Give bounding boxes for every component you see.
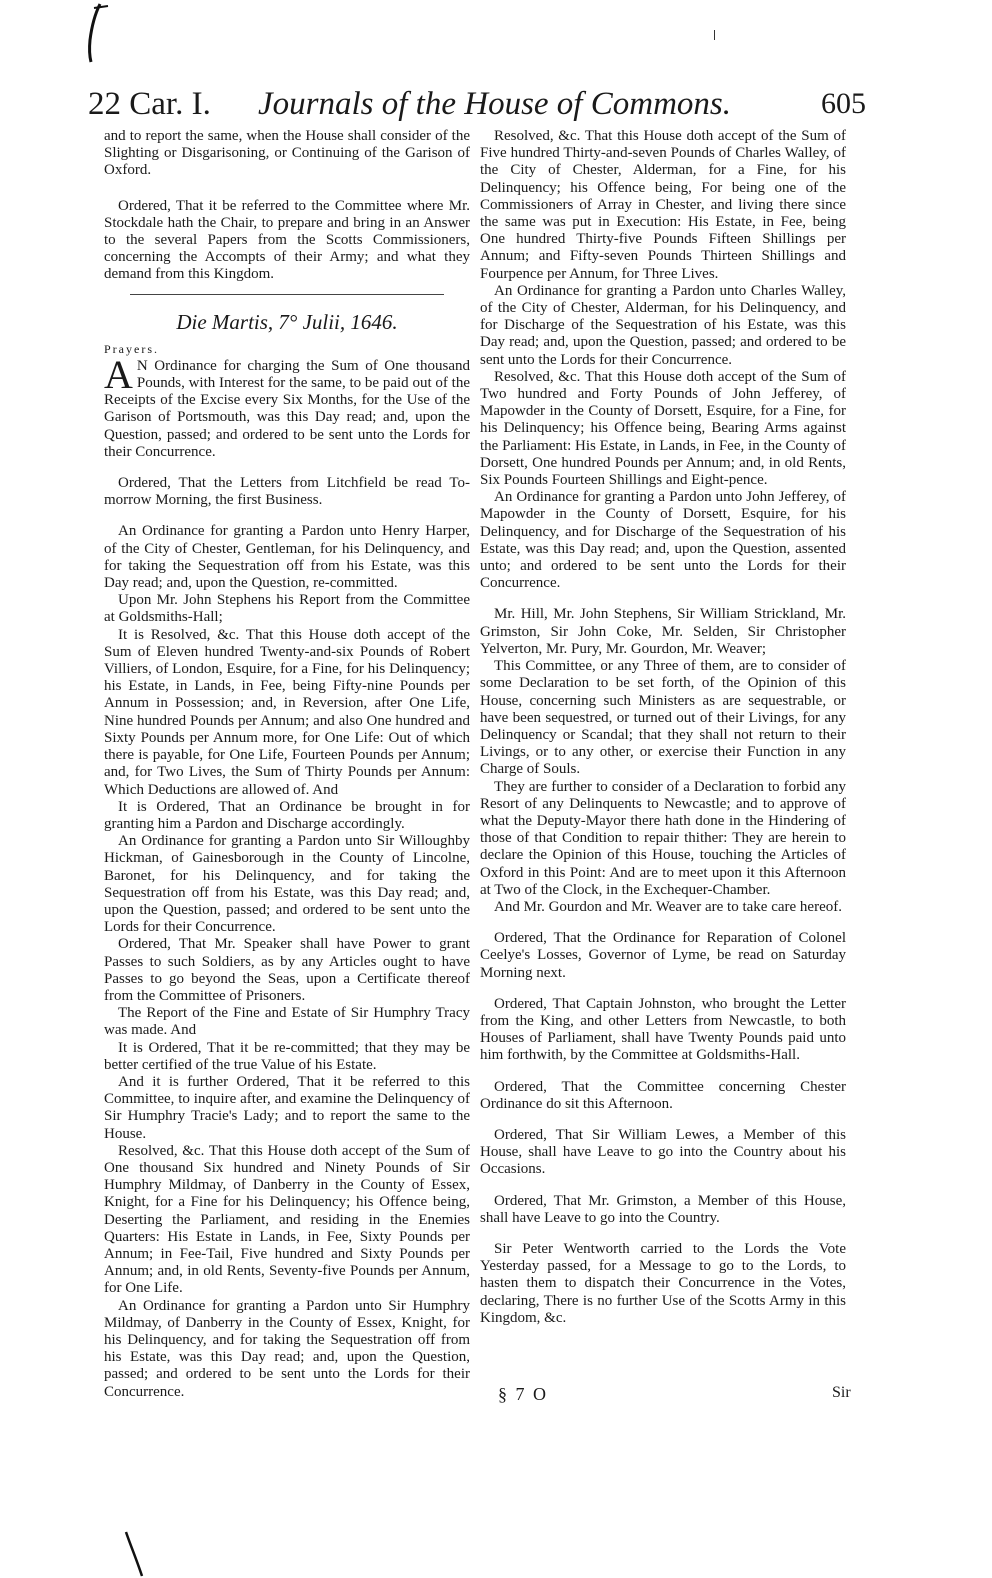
paragraph: Ordered, That Mr. Grimston, a Member of this House, shall have Leave to go into the Country. [480,1192,846,1226]
paragraph: An Ordinance for granting a Pardon unto Henry Harper, of the City of Chester, Gentleman, for his Delinquency, and for taking the Sequestration off from his Estate, was this Day read; and, upon the Question, re-committed. [104,523,470,592]
paragraph [104,351,470,461]
paragraph: Ordered, That the Committee concerning Chester Ordinance do sit this Afternoon. [480,1078,846,1112]
paragraph: Ordered, That the Letters from Litchfield be read To-morrow Morning, the first Business. [104,475,470,509]
section-divider [130,294,444,295]
catchword: Sir [832,1384,851,1401]
paragraph: It is Resolved, &c. That this House doth accept of the Sum of Eleven hundred Twenty-and-six Pounds of Robert Villiers, of London, Esquire, for a Fine, for his Delinquency; his Estate, in Lands, in Fee, being Fifty-nine Pounds per Annum in Possession; and, in Reversion, after One Life, Nine hundred Pounds per Annum; and also One hundred and Sixty Pounds per Annum more, for One Life: Out of which there is payable, for One Life, Fourteen Pounds per Annum; and, for Two Lives, the Sum of Thirty Pounds per Annum: Which Deductions are allowed of. And [104,626,470,798]
paragraph: This Committee, or any Three of them, are to consider of some Declaration to be set forth, of the Opinion of this House, concerning such Ministers as are sequestrable, or have been sequestred, or turned out of their Livings, for any Delinquency or Scandal; that they shall not return to their Livings, or to any other, or exercise their Function in any Charge of Souls. [480,658,846,778]
paragraph: Ordered, That it be referred to the Committee where Mr. Stockdale hath the Chair, to prepare and bring in an Answer to the several Papers from the Scotts Commissioners, concerning the Accompts of their Army; and what they demand from this Kingdom. [104,197,470,283]
ink-stroke-mark [80,2,110,64]
paragraph: An Ordinance for granting a Pardon unto Sir Willoughby Hickman, of Gainesborough in the County of Lincolne, Baronet, for his Delinquency, and for taking the Sequestration off from his Estate, was this Day read; and, upon the Question, passed; and ordered to be sent unto the Lords for their Concurrence. [104,833,470,936]
paragraph: Mr. Hill, Mr. John Stephens, Sir William Strickland, Mr. Grimston, Sir John Coke, Mr. Selden, Sir Christopher Yelverton, Mr. Pury, Mr. Gourdon, Mr. Weaver; [480,606,846,657]
paragraph-text: N Ordinance for charging the Sum of One thousand Pounds, with Interest for the same, to be paid out of the Receipts of the Excise every Six Months, for the Use of the Garison of Portsmouth, was this Day read; and, upon the Question, passed; and ordered to be sent unto the Lords for their Concurrence. [104,357,470,460]
left-column [104,128,470,1401]
paragraph: They are further to consider of a Declaration to forbid any Resort of any Delinquents to Newcastle; and to approve of what the Deputy-Mayor there hath done in the Hindering of those of that Condition to repair thither: They are herein to declare the Opinion of this House, touching the Articles of Oxford in this Point: And are to meet upon it this Afternoon at Two of the Clock, in the Exchequer-Chamber. [480,778,846,898]
signature-mark: § 7 O [498,1384,548,1404]
paragraph: And it is further Ordered, That it be referred to this Committee, to inquire after, and examine the Delinquency of Sir Humphry Tracie's Lady; and to report the same to the House. [104,1073,470,1142]
page-header [88,84,866,124]
paragraph: Ordered, That Mr. Speaker shall have Power to grant Passes to such Soldiers, as by any Articles ought to have Passes to go beyond the Seas, upon a Certificate thereof from the Committee of Prisoners. [104,936,470,1004]
page-number: 605 [821,87,866,120]
paragraph: An Ordinance for granting a Pardon unto John Jefferey, of Mapowder in the County of Dorsett, Esquire, for his Delinquency, and for Discharge of the Sequestration of his Estate, was this Day read; and, upon the Question, assented unto; and ordered to be sent unto the Lords for their Concurrence. [480,489,846,592]
paragraph: Upon Mr. John Stephens his Report from the Committee at Goldsmiths-Hall; [104,592,470,626]
paragraph: Sir Peter Wentworth carried to the Lords the Vote Yesterday passed, for a Message to go to the Lords, to hasten them to dispatch their Concurrence in the Votes, declaring, There is no further Use of the Scotts Army in this Kingdom, &c. [480,1240,846,1326]
ink-stroke-mark [120,1530,150,1578]
paragraph: It is Ordered, That an Ordinance be brought in for granting him a Pardon and Discharge accordingly. [104,798,470,832]
paragraph: An Ordinance for granting a Pardon unto Sir Humphry Mildmay, of Danberry in the County of Essex, Knight, for his Delinquency, and for taking the Sequestration off from his Estate, was this Day read; and, upon the Question, passed; and ordered to be sent unto the Lords for their Concurrence. [104,1297,470,1400]
running-head: 22 Car. I. [88,86,211,122]
right-column [480,128,846,1327]
drop-cap: A [104,351,133,397]
paragraph: Ordered, That the Ordinance for Reparation of Colonel Ceelye's Losses, Governor of Lyme, be read on Saturday Morning next. [480,930,846,981]
paragraph: An Ordinance for granting a Pardon unto Charles Walley, of the City of Chester, Alderman, for his Delinquency, and for Discharge of the Sequestration of his Estate, was this Day read; and, upon the Question, passed; and ordered to be sent unto the Lords for their Concurrence. [480,282,846,368]
stray-tick-mark [714,30,715,40]
paragraph: Resolved, &c. That this House doth accept of the Sum of Five hundred Thirty-and-seven Pounds of Charles Walley, of the City of Chester, Alderman, for a Fine, for his Delinquency; his Offence being, For being one of the Commissioners of Array in Chester, and living there since the same was put in Execution: His Estate, in Fee, being One hundred Thirty-five Pounds Fifteen Shillings per Annum; and Fifty-seven Pounds Thirteen Shillings and Fourpence per Annum, for Three Lives. [480,128,846,282]
paragraph: The Report of the Fine and Estate of Sir Humphry Tracy was made. And [104,1005,470,1039]
day-heading: Die Martis, 7° Julii, 1646. [176,309,398,334]
paragraph: Resolved, &c. That this House doth accept of the Sum of One thousand Six hundred and Ninety Pounds of Sir Humphry Mildmay, of Danberry in the County of Essex, Knight, for a Fine for his Delinquency; his Offence being, Deserting the Parliament, and residing in the Enemies Quarters: His Estate in Lands, in Fee, Sixty Pounds per Annum; in Fee-Tail, Five hundred and Sixty Pounds per Annum; and, in old Rents, Seventy-five Pounds per Annum, for One Life. [104,1142,470,1297]
journal-title: Journals of the House of Commons. [258,86,731,122]
paragraph: It is Ordered, That it be re-committed; that they may be better certified of the true Value of his Estate. [104,1039,470,1073]
paragraph: Ordered, That Captain Johnston, who brought the Letter from the King, and other Letters from Newcastle, to both Houses of Parliament, shall have Twenty Pounds paid unto him forthwith, by the Committee at Goldsmiths-Hall. [480,995,846,1064]
paragraph: And Mr. Gourdon and Mr. Weaver are to take care hereof. [494,898,842,915]
paragraph: Ordered, That Sir William Lewes, a Member of this House, shall have Leave to go into the Country about his Occasions. [480,1126,846,1178]
paragraph: and to report the same, when the House shall consider of the Slighting or Disgarisoning, or Continuing of the Garison of Oxford. [104,128,470,179]
prayers-label: Prayers. [104,341,159,356]
paragraph: Resolved, &c. That this House doth accept of the Sum of Two hundred and Forty Pounds of John Jefferey, of Mapowder in the County of Dorsett, Esquire, for a Fine, for his Delinquency; his Offence being, Bearing Arms against the Parliament: His Estate, in Lands, in Fee, in the County of Dorsett, One hundred Pounds per Annum; and, in old Rents, Six Pounds Fourteen Shillings and Eight-pence. [480,368,846,489]
